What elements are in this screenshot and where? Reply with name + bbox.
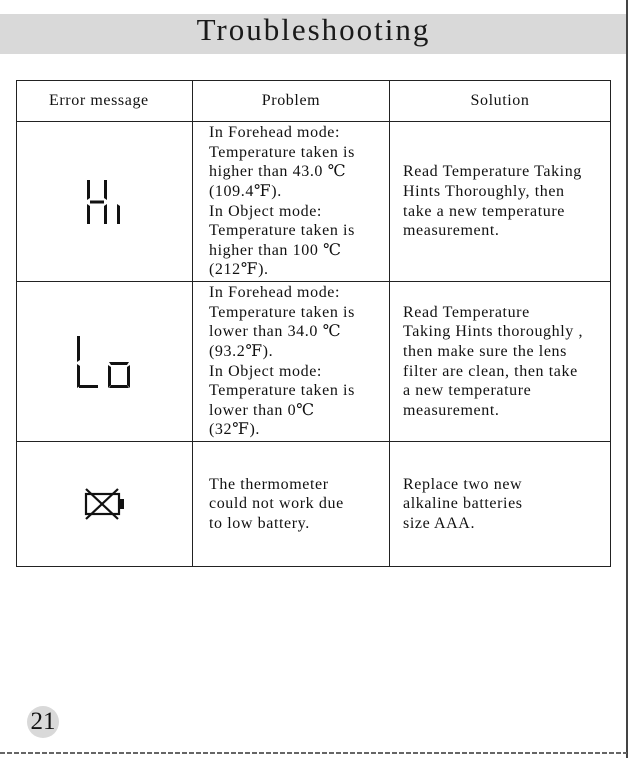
- table-header-row: [17, 81, 611, 122]
- page-number-badge: [27, 706, 59, 738]
- problem-cell: The thermometer could not work due to low battery.: [193, 442, 390, 567]
- header-solution: Solution: [390, 81, 611, 122]
- page-title: Troubleshooting: [196, 12, 431, 47]
- problem-cell: In Forehead mode: Temperature taken is lower than 34.0 ℃ (93.2℉). In Object mode: Temperature taken is lower than 0℃ (32℉).: [193, 282, 390, 442]
- error-cell-hi: [17, 122, 193, 282]
- header-error-message: Error message: [17, 81, 193, 122]
- error-cell-battery: [17, 442, 193, 567]
- troubleshooting-table: [16, 80, 611, 567]
- header-problem: Problem: [193, 81, 390, 122]
- lo-display-icon: [75, 334, 135, 390]
- solution-cell: Replace two new alkaline batteries size AAA.: [390, 442, 611, 567]
- page-edge-rule: [626, 0, 628, 758]
- error-cell-lo: [17, 282, 193, 442]
- solution-cell: Read Temperature Taking Hints Thoroughly, then take a new temperature measurement.: [390, 122, 611, 282]
- solution-cell: Read Temperature Taking Hints thoroughly , then make sure the lens filter are clean, then take a new temperature measurement.: [390, 282, 611, 442]
- table-row: [17, 282, 611, 442]
- page-number: 21: [30, 708, 56, 735]
- table-row: [17, 442, 611, 567]
- hi-display-icon: [82, 178, 128, 226]
- problem-cell: In Forehead mode: Temperature taken is higher than 43.0 ℃ (109.4℉). In Object mode: Temperature taken is higher than 100 ℃ (212℉).: [193, 122, 390, 282]
- table-row: [17, 122, 611, 282]
- low-battery-icon: [83, 488, 127, 520]
- bottom-rule: [0, 752, 627, 754]
